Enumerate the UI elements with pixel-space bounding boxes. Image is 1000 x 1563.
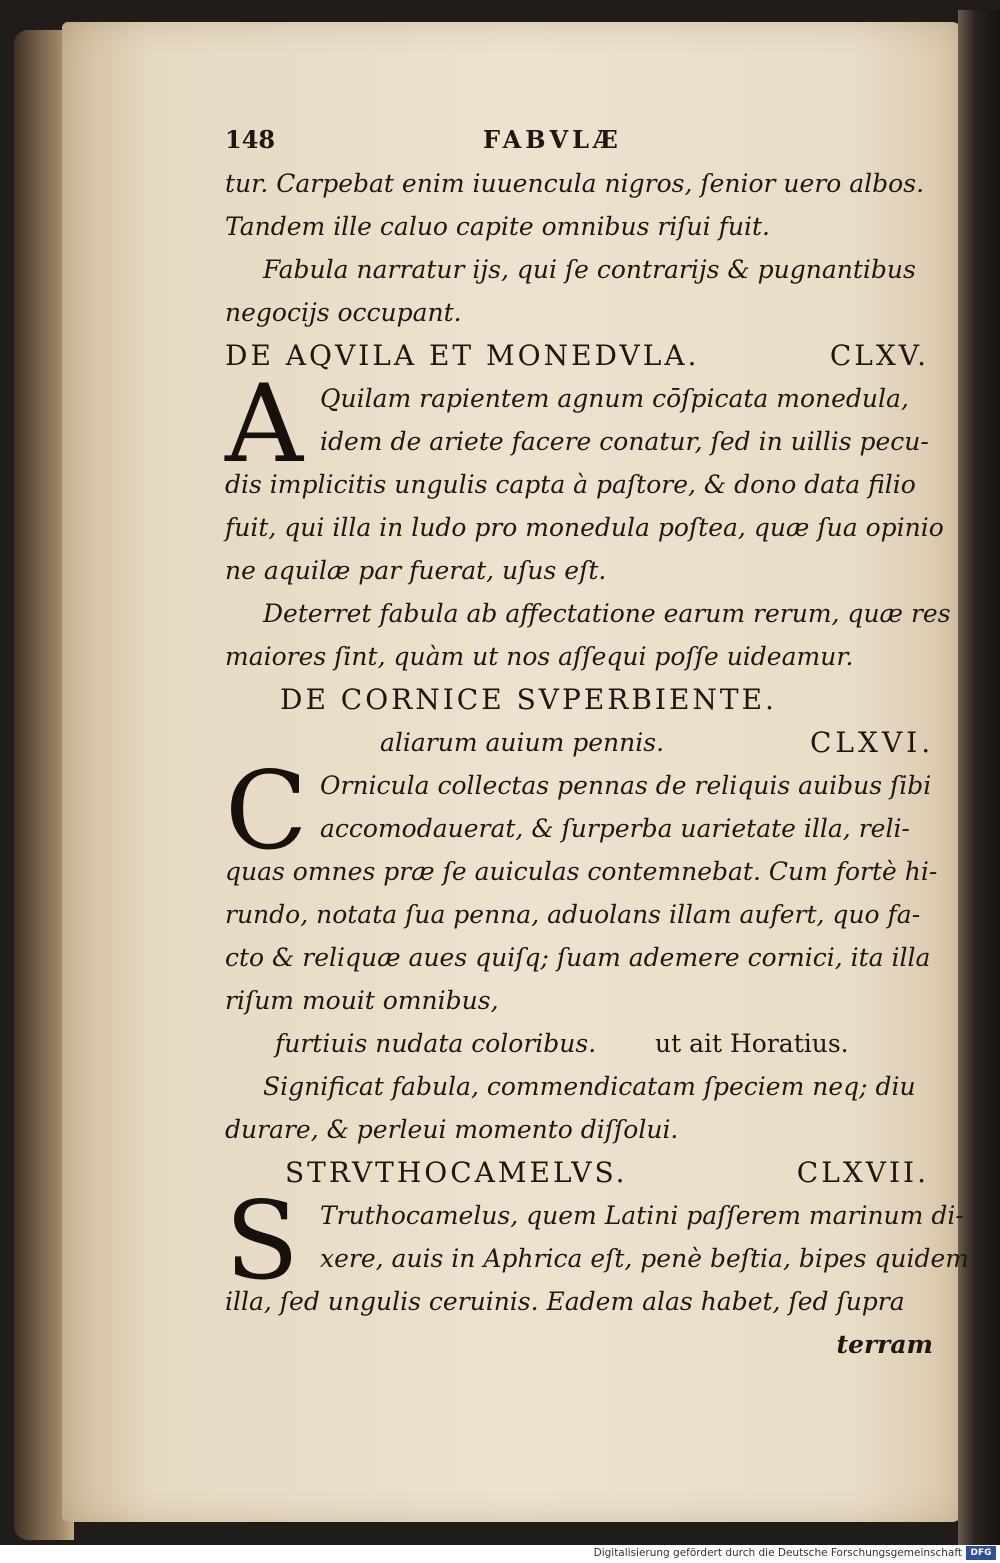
text-line: cto & reliquæ aues quiſq; ſuam ademere cornici, ita illa — [225, 943, 931, 972]
moral-line: maiores ſint, quàm ut nos aſſequi poſſe uideamur. — [225, 642, 854, 671]
moral-line: Significat fabula, commendicatam ſpeciem neq; diu — [263, 1072, 916, 1101]
moral-line: Fabula narratur ijs, qui ſe contrarijs & pugnantibus — [263, 255, 916, 284]
text-line: ne aquilæ par fuerat, uſus eſt. — [225, 556, 607, 585]
quote-source: ut ait Horatius. — [655, 1029, 849, 1058]
text-line: Truthocamelus, quem Latini paſſerem marinum di- — [320, 1201, 964, 1230]
fable-heading — [225, 334, 935, 377]
fable-text — [225, 749, 938, 1022]
text-line: xere, auis in Aphrica eſt, penè beſtia, bipes quidem — [320, 1244, 970, 1273]
text-line: Tandem ille caluo capite omnibus riſui fuit. — [225, 212, 770, 241]
text-line: dis implicitis ungulis capta à paſtore, & dono data filio — [225, 470, 916, 499]
fable-number: CLXVI. — [810, 726, 935, 759]
fable-title: DE CORNICE SVPERBIENTE. — [280, 683, 777, 716]
page-number: 148 — [225, 125, 276, 154]
fable-subtitle: aliarum auium pennis. — [380, 728, 665, 757]
quotation — [225, 1022, 935, 1065]
moral-line: Deterret fabula ab affectatione earum rerum, quæ res — [263, 599, 951, 628]
text-line: illa, ſed ungulis ceruinis. Eadem alas habet, ſed ſupra — [225, 1287, 905, 1316]
text-line: rundo, notata ſua penna, aduolans illam aufert, quo fa- — [225, 900, 921, 929]
fable-title: DE AQVILA ET MONEDVLA. — [225, 339, 700, 372]
text-line: riſum mouit omnibus, — [225, 986, 499, 1015]
text-line: Ornicula collectas pennas de reliquis auibus ſibi — [320, 771, 932, 800]
running-head: FABVLÆ — [483, 125, 622, 154]
drop-cap: S — [225, 1179, 299, 1304]
page-header — [225, 118, 935, 162]
catchword: terram — [836, 1330, 933, 1359]
dfg-logo-icon: DFG — [966, 1546, 996, 1560]
footer-bar — [0, 1545, 1000, 1563]
text-line: accomodauerat, & ſurperba uarietate illa, reli- — [320, 814, 910, 843]
footer-credit: Digitalisierung gefördert durch die Deutsche Forschungsgemeinschaft — [593, 1547, 962, 1559]
fable-text — [225, 1179, 970, 1323]
fable-text — [225, 362, 944, 592]
text-line: Quilam rapientem agnum cōſpicata monedula, — [320, 384, 909, 413]
fable-title: STRVTHOCAMELVS. — [285, 1156, 628, 1189]
page-text — [225, 118, 970, 1366]
quote-text: furtiuis nudata coloribus. — [275, 1029, 597, 1058]
fable-subheading — [225, 721, 935, 764]
text-line: idem de ariete facere conatur, ſed in uillis pecu- — [320, 427, 929, 456]
drop-cap: C — [225, 749, 308, 874]
fable-number: CLXVII. — [796, 1156, 929, 1189]
page-edge-shadow — [958, 10, 1000, 1545]
text-line: tur. Carpebat enim iuuencula nigros, ſenior uero albos. — [225, 169, 925, 198]
fable-heading — [225, 678, 935, 721]
text-line: quas omnes præ ſe auiculas contemnebat. Cum fortè hi- — [225, 857, 938, 886]
drop-cap: A — [225, 362, 303, 487]
moral-line: durare, & perleui momento diſſolui. — [225, 1115, 679, 1144]
moral-line: negocijs occupant. — [225, 298, 462, 327]
text-line: fuit, qui illa in ludo pro monedula poſtea, quæ ſua opinio — [225, 513, 944, 542]
fable-heading — [225, 1151, 935, 1194]
fable-number: CLXV. — [829, 339, 929, 372]
